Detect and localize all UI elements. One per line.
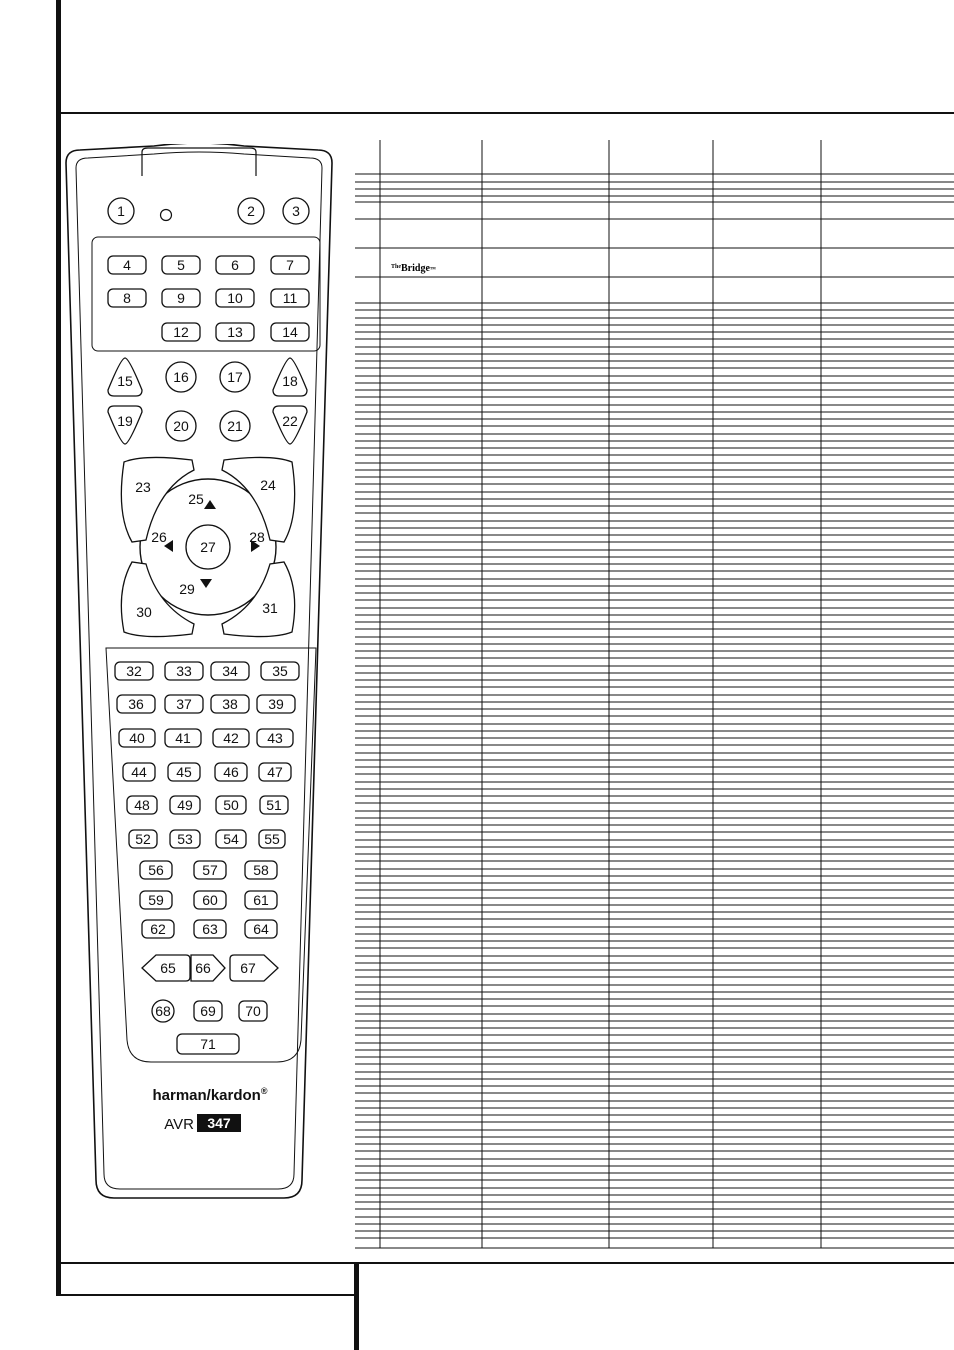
remote-button-40[interactable]	[119, 729, 155, 747]
remote-button-61[interactable]	[245, 891, 277, 909]
bridge-logo: $^{The}$Bridge™	[391, 263, 436, 274]
remote-button-4[interactable]	[108, 256, 146, 274]
remote-button-label: 3	[292, 203, 300, 219]
remote-button-13[interactable]	[216, 323, 254, 341]
remote-button-1[interactable]	[108, 198, 134, 224]
footer-divider-rule	[354, 1262, 359, 1350]
remote-button-16[interactable]	[166, 362, 196, 392]
remote-button-label: 12	[173, 324, 189, 340]
remote-button-label: 48	[134, 797, 150, 813]
remote-button-58[interactable]	[245, 861, 277, 879]
remote-button-label: 29	[179, 581, 195, 597]
remote-button-45[interactable]	[168, 763, 200, 781]
remote-button-label: 25	[188, 491, 204, 507]
remote-button-71[interactable]	[177, 1034, 239, 1054]
remote-button-label: 7	[286, 257, 294, 273]
remote-button-52[interactable]	[129, 830, 157, 848]
remote-button-label: 35	[272, 663, 288, 679]
remote-button-label: 32	[126, 663, 142, 679]
remote-button-60[interactable]	[194, 891, 226, 909]
remote-button-label: 44	[131, 764, 147, 780]
remote-button-42[interactable]	[213, 729, 249, 747]
remote-button-17[interactable]	[220, 362, 250, 392]
remote-button-32[interactable]	[115, 662, 153, 680]
remote-button-label: 51	[266, 797, 282, 813]
remote-button-37[interactable]	[165, 695, 203, 713]
remote-button-33[interactable]	[165, 662, 203, 680]
remote-button-49[interactable]	[170, 796, 200, 814]
remote-button-label: 37	[176, 696, 192, 712]
remote-button-label: 47	[267, 764, 283, 780]
remote-button-7[interactable]	[271, 256, 309, 274]
remote-button-label: 6	[231, 257, 239, 273]
remote-button-46[interactable]	[215, 763, 247, 781]
remote-button-label: 62	[150, 921, 166, 937]
remote-button-label: 21	[227, 418, 243, 434]
remote-button-label: 15	[117, 373, 133, 389]
remote-button-20[interactable]	[166, 411, 196, 441]
remote-button-5[interactable]	[162, 256, 200, 274]
remote-button-label: 56	[148, 862, 164, 878]
remote-button-64[interactable]	[245, 920, 277, 938]
remote-button-43[interactable]	[257, 729, 293, 747]
remote-button-label: 68	[155, 1003, 171, 1019]
remote-button-label: 63	[202, 921, 218, 937]
remote-button-label: 52	[135, 831, 151, 847]
brand-logo: harman/kardon®	[152, 1086, 268, 1104]
remote-button-70[interactable]	[239, 1001, 267, 1021]
remote-button-label: 41	[175, 730, 191, 746]
remote-button-69[interactable]	[194, 1001, 222, 1021]
remote-button-55[interactable]	[259, 830, 285, 848]
remote-button-36[interactable]	[117, 695, 155, 713]
remote-button-39[interactable]	[257, 695, 295, 713]
remote-button-38[interactable]	[211, 695, 249, 713]
remote-button-label: 1	[117, 203, 125, 219]
remote-button-label: 49	[177, 797, 193, 813]
remote-button-label: 61	[253, 892, 269, 908]
remote-button-68[interactable]	[152, 1000, 174, 1022]
remote-button-47[interactable]	[259, 763, 291, 781]
remote-button-label: 46	[223, 764, 239, 780]
remote-button-3[interactable]	[283, 198, 309, 224]
remote-button-label: 4	[123, 257, 131, 273]
remote-button-label: 50	[223, 797, 239, 813]
remote-button-9[interactable]	[162, 289, 200, 307]
remote-button-label: 20	[173, 418, 189, 434]
remote-button-label: 22	[282, 413, 298, 429]
remote-button-label: 13	[227, 324, 243, 340]
remote-button-label: 40	[129, 730, 145, 746]
remote-button-label: 55	[264, 831, 280, 847]
remote-button-label: 43	[267, 730, 283, 746]
remote-button-54[interactable]	[216, 830, 246, 848]
remote-button-14[interactable]	[271, 323, 309, 341]
remote-button-21[interactable]	[220, 411, 250, 441]
remote-button-53[interactable]	[170, 830, 200, 848]
remote-button-label: 64	[253, 921, 269, 937]
remote-button-56[interactable]	[140, 861, 172, 879]
remote-button-label: 5	[177, 257, 185, 273]
remote-button-label: 8	[123, 290, 131, 306]
remote-button-label: 54	[223, 831, 239, 847]
remote-control-illustration	[62, 144, 336, 1204]
remote-button-8[interactable]	[108, 289, 146, 307]
remote-button-41[interactable]	[165, 729, 201, 747]
remote-button-label: 19	[117, 413, 133, 429]
remote-button-label: 60	[202, 892, 218, 908]
remote-button-label: 33	[176, 663, 192, 679]
remote-button-57[interactable]	[194, 861, 226, 879]
remote-button-label: 59	[148, 892, 164, 908]
model-prefix: AVR	[164, 1116, 194, 1133]
remote-button-label: 39	[268, 696, 284, 712]
remote-button-62[interactable]	[142, 920, 174, 938]
remote-button-63[interactable]	[194, 920, 226, 938]
footer-rule	[56, 1262, 954, 1264]
header-rule	[56, 112, 954, 114]
remote-button-label: 16	[173, 369, 189, 385]
remote-button-label: 23	[135, 479, 151, 495]
remote-button-12[interactable]	[162, 323, 200, 341]
remote-button-48[interactable]	[127, 796, 157, 814]
remote-button-label: 27	[200, 539, 216, 555]
remote-button-label: 65	[160, 960, 176, 976]
remote-button-label: 58	[253, 862, 269, 878]
remote-button-label: 57	[202, 862, 218, 878]
remote-button-label: 42	[223, 730, 239, 746]
remote-button-label: 38	[222, 696, 238, 712]
function-table-grid	[355, 140, 954, 1250]
remote-button-label: 71	[200, 1036, 216, 1052]
remote-button-6[interactable]	[216, 256, 254, 274]
remote-button-label: 24	[260, 477, 276, 493]
remote-button-label: 45	[176, 764, 192, 780]
remote-button-51[interactable]	[260, 796, 288, 814]
remote-button-35[interactable]	[261, 662, 299, 680]
remote-button-11[interactable]	[271, 289, 309, 307]
left-margin-rule	[56, 0, 61, 1296]
remote-button-label: 31	[262, 600, 278, 616]
remote-button-label: 36	[128, 696, 144, 712]
remote-button-label: 18	[282, 373, 298, 389]
footer-box-rule	[56, 1294, 358, 1296]
remote-button-label: 34	[222, 663, 238, 679]
model-number: 347	[207, 1115, 231, 1131]
remote-button-label: 10	[227, 290, 243, 306]
remote-button-50[interactable]	[216, 796, 246, 814]
remote-button-label: 67	[240, 960, 256, 976]
remote-button-label: 69	[200, 1003, 216, 1019]
remote-button-59[interactable]	[140, 891, 172, 909]
remote-button-label: 11	[282, 290, 298, 306]
remote-button-label: 70	[245, 1003, 261, 1019]
remote-button-44[interactable]	[123, 763, 155, 781]
remote-button-10[interactable]	[216, 289, 254, 307]
remote-button-2[interactable]	[238, 198, 264, 224]
remote-button-label: 9	[177, 290, 185, 306]
remote-button-label: 2	[247, 203, 255, 219]
remote-button-label: 17	[227, 369, 243, 385]
remote-button-label: 66	[195, 960, 211, 976]
remote-button-label: 28	[249, 529, 265, 545]
remote-button-34[interactable]	[211, 662, 249, 680]
remote-button-27[interactable]	[186, 525, 230, 569]
remote-button-label: 14	[282, 324, 298, 340]
remote-button-label: 53	[177, 831, 193, 847]
remote-button-label: 30	[136, 604, 152, 620]
remote-button-label: 26	[151, 529, 167, 545]
